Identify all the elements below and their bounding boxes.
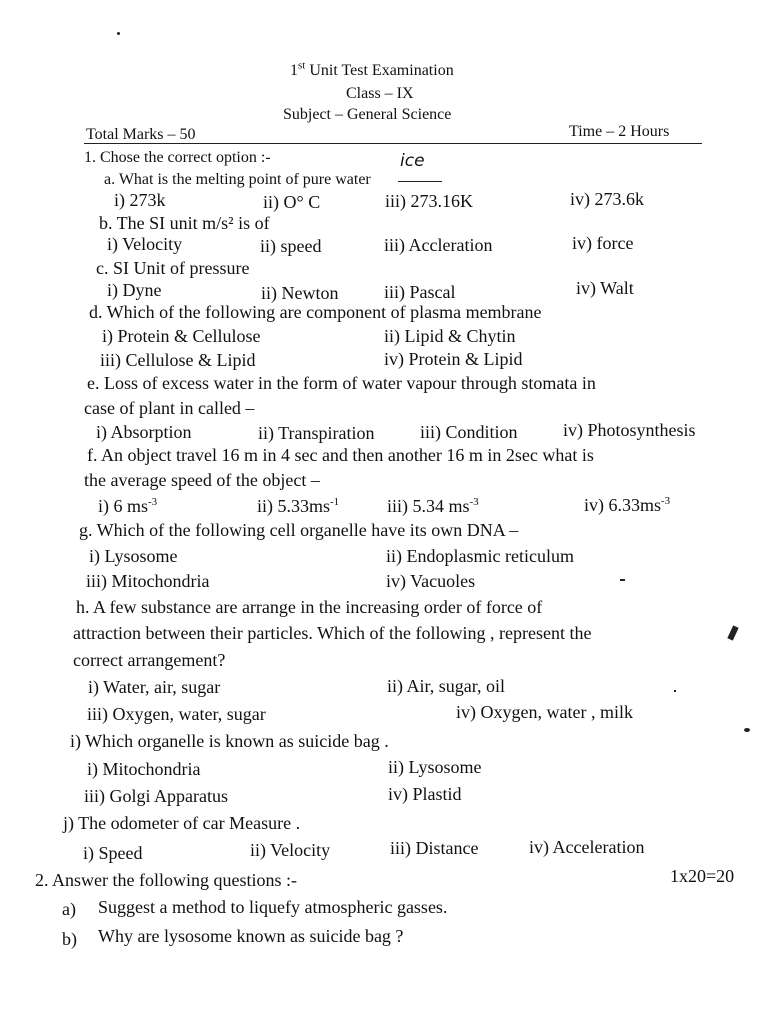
scan-speck: [744, 728, 750, 732]
total-marks: Total Marks – 50: [86, 126, 196, 143]
q1d-option-2: ii) Lipid & Chytin: [384, 326, 516, 346]
q1j-option-4: iv) Acceleration: [529, 837, 645, 857]
scan-speck: [727, 625, 738, 640]
q1d-option-1: i) Protein & Cellulose: [102, 326, 261, 346]
q1b-option-3: iii) Accleration: [384, 235, 493, 255]
q1g-option-4: iv) Vacuoles: [386, 571, 476, 591]
q1f-question-line-1: f. An object travel 16 m in 4 sec and then another 16 m in 2sec what is: [87, 445, 594, 465]
q1f-option-2: ii) $5.33ms^{-1}$: [257, 496, 340, 516]
q1g-option-2: ii) Endoplasmic reticulum: [386, 546, 574, 566]
scan-speck: [117, 32, 120, 35]
q1h-question-line-1: h. A few substance are arrange in the increasing order of force of: [76, 597, 543, 617]
q1h-option-1: i) Water, air, sugar: [88, 677, 221, 697]
scan-speck: [674, 690, 676, 692]
q1a-question: a. What is the melting point of pure water: [104, 171, 371, 188]
q1g-option-3: iii) Mitochondria: [86, 571, 210, 591]
q1h-option-4: iv) Oxygen, water , milk: [456, 702, 633, 722]
q1e-option-1: i) Absorption: [96, 422, 192, 442]
q1i-option-4: iv) Plastid: [388, 784, 462, 804]
q1f-option-4: iv) $6.33ms^{-3}$: [584, 495, 671, 515]
strikethrough: [398, 181, 442, 182]
q2-marks: 1x20=20: [670, 866, 735, 886]
q1f-option-3: iii) 5.34 $ms^{-3}$: [387, 496, 479, 516]
q1d-option-4: iv) Protein & Lipid: [384, 349, 523, 369]
q1-heading: 1. Chose the correct option :-: [84, 149, 271, 166]
q1d-question: d. Which of the following are component of plasma membrane: [89, 302, 542, 322]
q1b-option-2: ii) speed: [260, 236, 322, 256]
class-label: Class – IX: [346, 85, 414, 102]
q1a-option-3: iii) 273.16K: [385, 191, 473, 211]
scan-speck: [620, 579, 625, 581]
q1i-option-3: iii) Golgi Apparatus: [84, 786, 228, 806]
q1e-option-4: iv) Photosynthesis: [563, 420, 696, 440]
q1e-question-line-1: e. Loss of excess water in the form of water vapour through stomata in: [87, 373, 596, 393]
q2b-label: b): [62, 929, 77, 949]
q1j-option-3: iii) Distance: [390, 838, 479, 858]
q1a-option-1: i) 273k: [114, 190, 166, 210]
q1f-option-1: i) 6 $ms^{-3}$: [98, 496, 158, 516]
q2-heading: 2. Answer the following questions :-: [35, 870, 297, 890]
header-divider: [84, 143, 702, 144]
q1c-option-4: iv) Walt: [576, 278, 634, 298]
q1c-question: c. SI Unit of pressure: [96, 258, 250, 278]
exam-title: 1st Unit Test Examination: [290, 59, 454, 79]
q1h-question-line-2: attraction between their particles. Which of the following , represent the: [73, 623, 592, 643]
q1j-option-2: ii) Velocity: [250, 840, 331, 860]
q1i-option-1: i) Mitochondria: [87, 759, 201, 779]
handwritten-correction: ice: [400, 151, 425, 171]
q1h-question-line-3: correct arrangement?: [73, 650, 226, 670]
q1h-option-2: ii) Air, sugar, oil: [387, 676, 506, 696]
q1h-option-3: iii) Oxygen, water, sugar: [87, 704, 266, 724]
q2a-question: Suggest a method to liquefy atmospheric gasses.: [98, 897, 448, 917]
q1j-question: j) The odometer of car Measure .: [63, 813, 301, 833]
subject-label: Subject – General Science: [283, 106, 452, 123]
q1d-option-3: iii) Cellulose & Lipid: [100, 350, 256, 370]
q1i-option-2: ii) Lysosome: [388, 757, 482, 777]
q1f-question-line-2: the average speed of the object –: [84, 470, 320, 490]
q1e-option-2: ii) Transpiration: [258, 423, 375, 443]
q1b-option-4: iv) force: [572, 233, 634, 253]
q1a-option-2: ii) O° C: [263, 192, 321, 212]
q1g-question: g. Which of the following cell organelle have its own DNA –: [79, 520, 519, 540]
q1e-question-line-2: case of plant in called –: [84, 398, 255, 418]
q1i-question: i) Which organelle is known as suicide bag .: [70, 731, 389, 751]
q1b-option-1: i) Velocity: [107, 234, 183, 254]
q1e-option-3: iii) Condition: [420, 422, 518, 442]
q1c-option-3: iii) Pascal: [384, 282, 456, 302]
q2a-label: a): [62, 899, 76, 919]
q1c-option-2: ii) Newton: [261, 283, 339, 303]
q1a-option-4: iv) 273.6k: [570, 189, 644, 209]
q1j-option-1: i) Speed: [83, 843, 143, 863]
q1c-option-1: i) Dyne: [107, 280, 162, 300]
q1g-option-1: i) Lysosome: [89, 546, 178, 566]
q1b-question: b. The SI unit m/s² is of: [99, 213, 270, 233]
q2b-question: Why are lysosome known as suicide bag ?: [98, 926, 404, 946]
time-allowed: Time – 2 Hours: [569, 123, 670, 140]
